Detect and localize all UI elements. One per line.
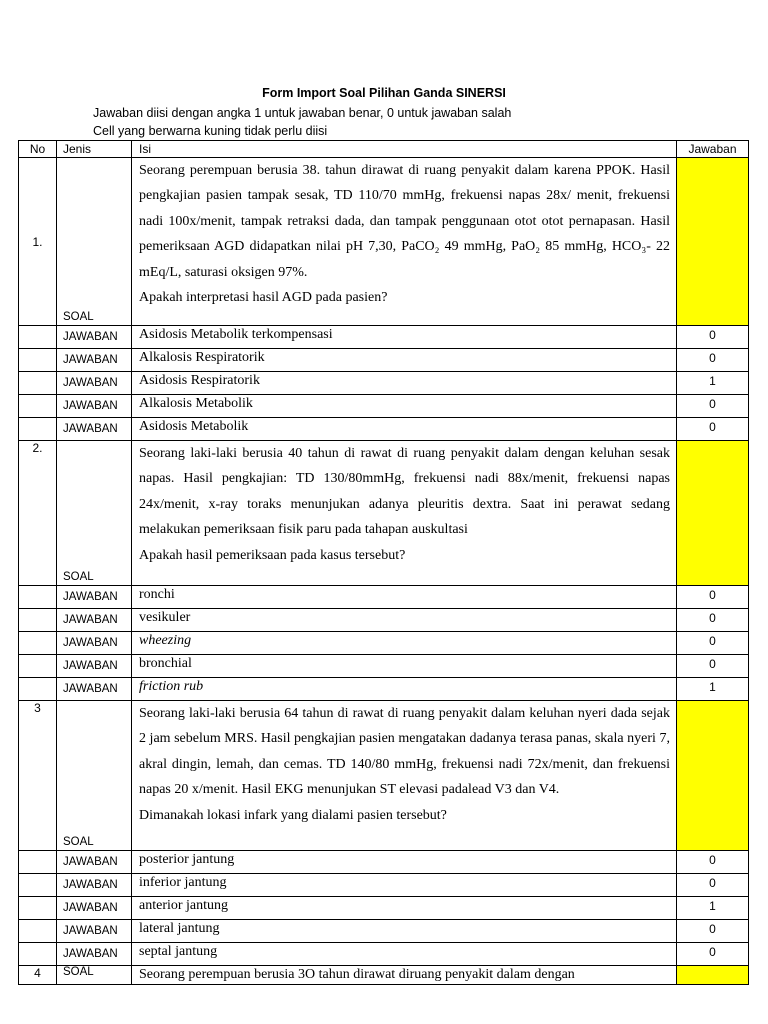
option-text[interactable]: lateral jantung — [132, 920, 677, 943]
form-title: Form Import Soal Pilihan Ganda SINERSI — [262, 86, 506, 100]
option-answer-value[interactable]: 0 — [677, 586, 749, 609]
soal-label: SOAL — [57, 966, 132, 985]
option-answer-value[interactable]: 0 — [677, 851, 749, 874]
header-isi: Isi — [132, 141, 677, 158]
option-row — [19, 920, 749, 943]
answer-cell-disabled — [677, 441, 749, 586]
question-number: 2. — [19, 441, 57, 586]
option-answer-value[interactable]: 1 — [677, 678, 749, 701]
jawaban-label: JAWABAN — [57, 418, 132, 441]
option-text[interactable]: Asidosis Metabolik terkompensasi — [132, 326, 677, 349]
question-stem: Seorang perempuan berusia 3O tahun dirawat diruang penyakit dalam dengan — [139, 967, 575, 982]
question-row — [19, 966, 749, 985]
header-jenis: Jenis — [57, 141, 132, 158]
option-text[interactable]: Asidosis Respiratorik — [132, 372, 677, 395]
option-row — [19, 418, 749, 441]
option-row — [19, 851, 749, 874]
type-cell — [57, 158, 132, 326]
question-row — [19, 441, 749, 586]
question-prompt: Apakah hasil pemeriksaan pada kasus tersebut? — [139, 547, 406, 563]
soal-label: SOAL — [63, 311, 94, 323]
option-text[interactable]: ronchi — [132, 586, 677, 609]
jawaban-label: JAWABAN — [57, 349, 132, 372]
option-row — [19, 632, 749, 655]
question-table — [18, 140, 749, 985]
soal-label: SOAL — [63, 571, 94, 583]
option-answer-value[interactable]: 0 — [677, 349, 749, 372]
type-cell — [57, 701, 132, 851]
answer-cell-disabled — [677, 158, 749, 326]
soal-label: SOAL — [63, 836, 94, 848]
question-number: 3 — [19, 701, 57, 851]
option-row — [19, 874, 749, 897]
jawaban-label: JAWABAN — [57, 395, 132, 418]
option-row — [19, 372, 749, 395]
option-text[interactable]: bronchial — [132, 655, 677, 678]
option-row — [19, 586, 749, 609]
option-text[interactable]: vesikuler — [132, 609, 677, 632]
option-row — [19, 395, 749, 418]
option-row — [19, 655, 749, 678]
option-text[interactable]: Alkalosis Metabolik — [132, 395, 677, 418]
question-prompt: Dimanakah lokasi infark yang dialami pasien tersebut? — [139, 807, 447, 823]
question-stem: Seorang laki-laki berusia 64 tahun di rawat di ruang penyakit dalam keluhan nyeri dada sejak 2 jam sebelum MRS. Hasil pengkajian pasien mengatakan dadanya terasa panas, skala nyeri 7, akral dingin, lemah, dan cemas. TD 140/80 mmHg, frekuensi nadi 72x/menit, dan frekuensi napas 20 x/menit. Hasil EKG menunjukan ST elevasi padalead V3 dan V4. — [139, 706, 670, 798]
option-row — [19, 678, 749, 701]
option-answer-value[interactable]: 0 — [677, 326, 749, 349]
instruction-note-answers: Jawaban diisi dengan angka 1 untuk jawaban benar, 0 untuk jawaban salah — [93, 106, 512, 120]
option-text[interactable]: Asidosis Metabolik — [132, 418, 677, 441]
question-row — [19, 158, 749, 326]
header-no: No — [19, 141, 57, 158]
option-row — [19, 326, 749, 349]
question-content[interactable] — [132, 966, 677, 985]
option-answer-value[interactable]: 0 — [677, 395, 749, 418]
type-cell — [57, 441, 132, 586]
option-answer-value[interactable]: 0 — [677, 418, 749, 441]
option-text[interactable]: anterior jantung — [132, 897, 677, 920]
answer-cell-disabled — [677, 966, 749, 985]
question-content[interactable] — [132, 158, 677, 326]
option-row — [19, 349, 749, 372]
question-number: 4 — [19, 966, 57, 985]
instruction-note-yellow: Cell yang berwarna kuning tidak perlu diisi — [93, 124, 328, 138]
option-row — [19, 943, 749, 966]
option-text[interactable]: Alkalosis Respiratorik — [132, 349, 677, 372]
jawaban-label: JAWABAN — [57, 586, 132, 609]
question-number: 1. — [19, 158, 57, 326]
option-answer-value[interactable]: 0 — [677, 920, 749, 943]
jawaban-label: JAWABAN — [57, 920, 132, 943]
question-stem: Seorang perempuan berusia 38. tahun dirawat di ruang penyakit dalam karena PPOK. Hasil pengkajian pasien tampak sesak, TD 110/70 mmHg, frekuensi napas 28x/ menit, frekuensi nadi 100x/menit, tampak retraksi dada, dan tampak penggunaan otot otot pernapasan. Hasil pemeriksaan AGD didapatkan nilai pH 7,30, PaCO₂ 49 mmHg, PaO₂ 85 mmHg, HCO₃- 22 mEq/L, saturasi oksigen 97%. — [139, 163, 670, 280]
question-prompt: Apakah interpretasi hasil AGD pada pasien? — [139, 290, 388, 306]
option-answer-value[interactable]: 1 — [677, 897, 749, 920]
header-jawaban: Jawaban — [677, 141, 749, 158]
table-header-row — [19, 141, 749, 158]
jawaban-label: JAWABAN — [57, 655, 132, 678]
jawaban-label: JAWABAN — [57, 609, 132, 632]
jawaban-label: JAWABAN — [57, 326, 132, 349]
option-answer-value[interactable]: 0 — [677, 655, 749, 678]
question-stem: Seorang laki-laki berusia 40 tahun di rawat di ruang penyakit dalam dengan keluhan sesak napas. Hasil pengkajian: TD 130/80mmHg, frekuensi nadi 88x/menit, frekuensi napas 24x/menit, x-ray toraks menunjukan adanya pleuritis dextra. Saat ini perawat sedang melakukan pemeriksaan fisik paru pada tahapan auskultasi — [139, 446, 670, 538]
option-text[interactable]: septal jantung — [132, 943, 677, 966]
jawaban-label: JAWABAN — [57, 632, 132, 655]
option-text[interactable]: friction rub — [132, 678, 677, 701]
option-answer-value[interactable]: 0 — [677, 632, 749, 655]
option-text[interactable]: posterior jantung — [132, 851, 677, 874]
jawaban-label: JAWABAN — [57, 678, 132, 701]
question-content[interactable] — [132, 441, 677, 586]
option-text[interactable]: inferior jantung — [132, 874, 677, 897]
jawaban-label: JAWABAN — [57, 943, 132, 966]
answer-cell-disabled — [677, 701, 749, 851]
option-answer-value[interactable]: 0 — [677, 609, 749, 632]
jawaban-label: JAWABAN — [57, 897, 132, 920]
jawaban-label: JAWABAN — [57, 874, 132, 897]
option-row — [19, 609, 749, 632]
option-answer-value[interactable]: 0 — [677, 874, 749, 897]
option-answer-value[interactable]: 1 — [677, 372, 749, 395]
option-text[interactable]: wheezing — [132, 632, 677, 655]
jawaban-label: JAWABAN — [57, 851, 132, 874]
question-content[interactable] — [132, 701, 677, 851]
question-row — [19, 701, 749, 851]
option-row — [19, 897, 749, 920]
jawaban-label: JAWABAN — [57, 372, 132, 395]
option-answer-value[interactable]: 0 — [677, 943, 749, 966]
